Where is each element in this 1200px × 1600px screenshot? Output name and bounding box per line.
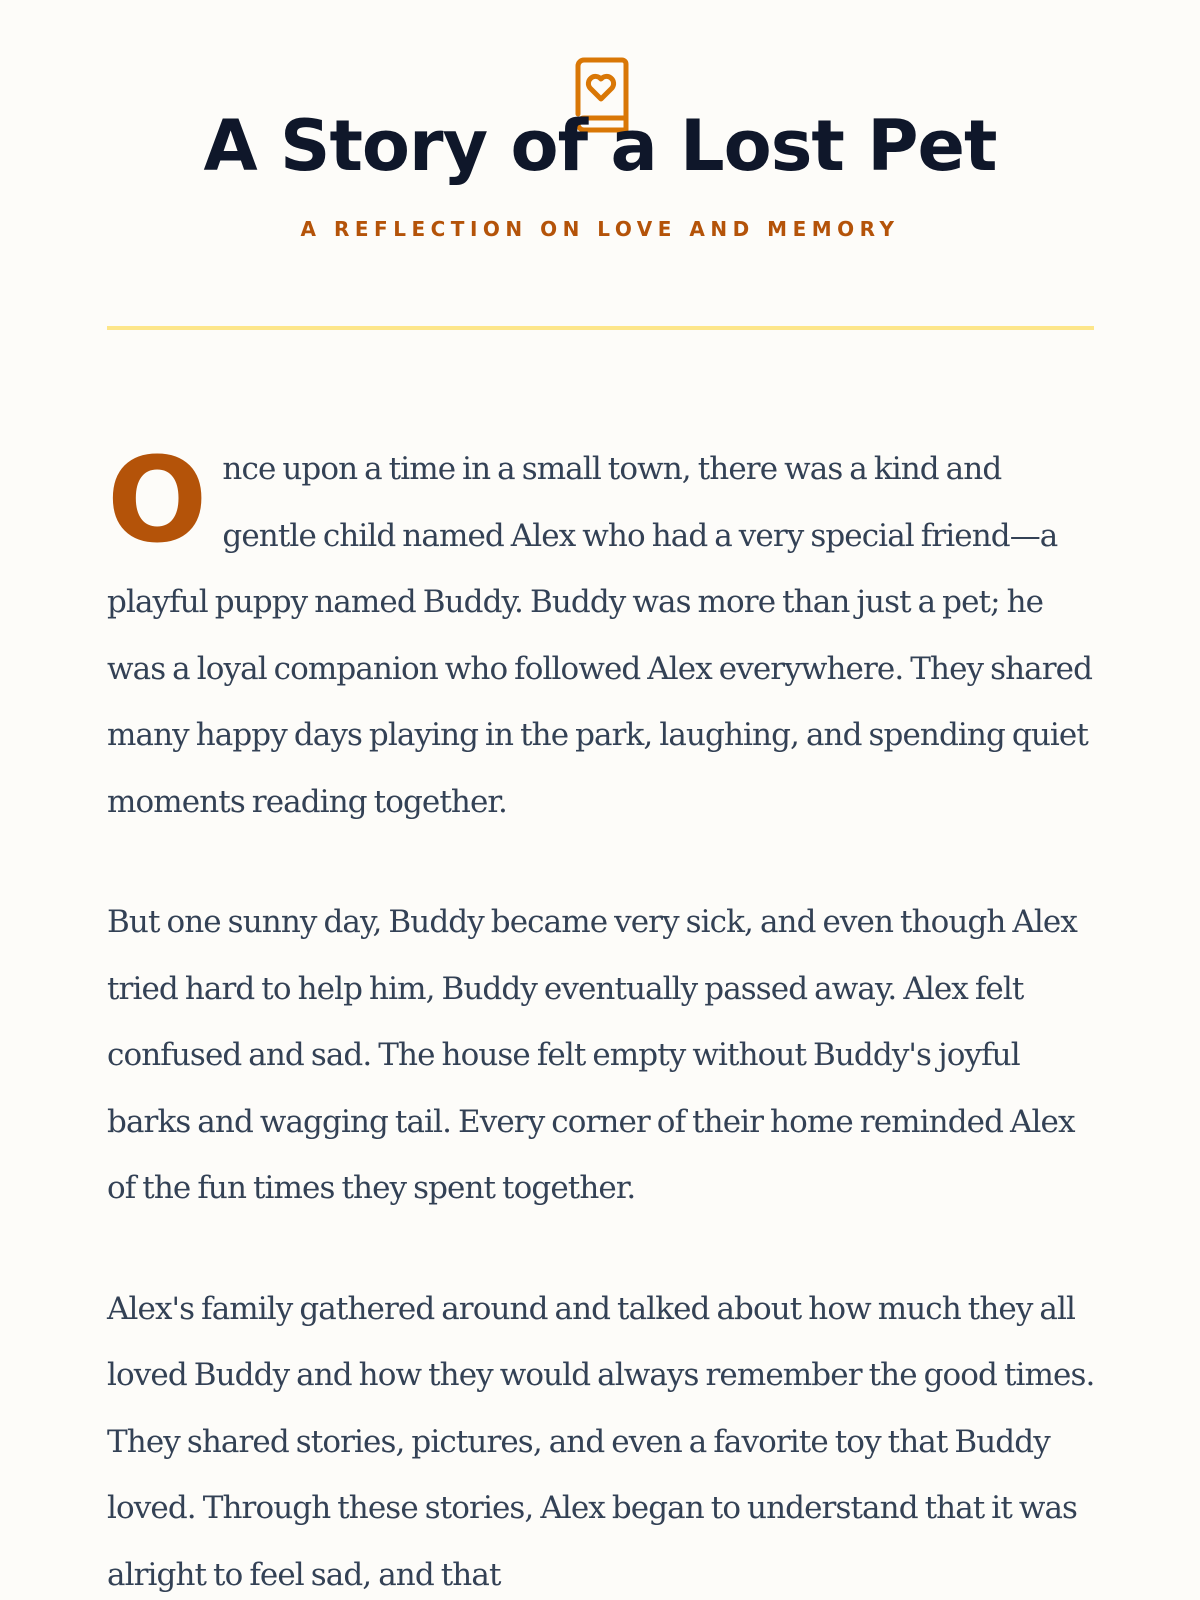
header-divider — [107, 326, 1094, 330]
story-paragraph-3: Alex's family gathered around and talked about how much they all loved Buddy and how they would always remember the good times. They shared stories, pictures, and even a favorite toy that Buddy loved. Through these stories, Alex began to understand that it was alright to feel sad, and that — [107, 1290, 1095, 1593]
drop-cap: O — [107, 431, 207, 569]
story-paragraph-1 — [107, 431, 1097, 835]
page-subtitle: A REFLECTION ON LOVE AND MEMORY — [300, 217, 900, 241]
page-title: A Story of a Lost Pet — [203, 105, 997, 187]
story-paragraph-1-text: nce upon a time in a small town, there was a kind and gentle child named Alex who had a very special friend—a playful puppy named Buddy. Buddy was more than just a pet; he was a loyal companion who followed Alex everywhere. They shared many happy days playing in the park, laughing, and spending quiet moments reading together. — [107, 451, 1093, 820]
story-paragraph-2: But one sunny day, Buddy became very sick, and even though Alex tried hard to help him, Buddy eventually passed away. Alex felt confused and sad. The house felt empty without Buddy's joyful barks and wagging tail. Every corner of their home reminded Alex of the fun times they spent together. — [107, 904, 1077, 1206]
story-body — [107, 431, 1097, 1600]
